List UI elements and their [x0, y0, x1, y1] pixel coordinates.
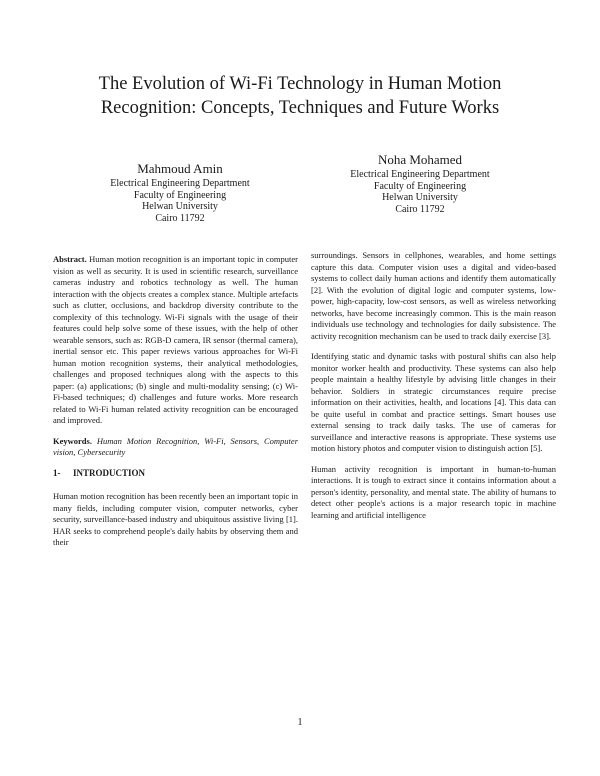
paper-title: The Evolution of Wi-Fi Technology in Human Motion Recognition: Concepts, Techniques and Future Works — [98, 74, 502, 118]
keywords — [53, 436, 298, 459]
author-city: Cairo 11792 — [395, 203, 445, 215]
keywords-text: Human Motion Recognition, Wi-Fi, Sensors, Computer vision, Cybersecurity — [53, 435, 298, 457]
author-block-2 — [330, 152, 510, 215]
abstract — [53, 254, 298, 427]
body-paragraph: Human activity recognition is important in human-to-human interactions. It is tough to extract since it contains information about a person's identity, personality, and mental state. The ability of humans to detect other people's actions is a major research topic in machine learning and artificial intelligence — [311, 463, 556, 520]
author-department: Electrical Engineering Department — [350, 169, 490, 180]
keywords-label: Keywords. — [53, 435, 92, 446]
abstract-text: Human motion recognition is an important topic in computer vision as well as security. It is used in scientific research, surveillance cameras industry and robotics technology as well. The human interaction with the objects creates a complex stance. Multiple artefacts such as clutter, occlusions, and backdrop diversity contribute to the complexity of this technology. Wi-Fi signals with the usage of their features could help solve some of these issues, with the help of other wearable sensors, such as: RGB-D camera, IR sensor (thermal camera), inertial sensor etc. This paper reviews various approaches for Wi-Fi human motion recognition systems, their analytical methodologies, challenges and proposed techniques along with the aspects to this paper: (a) applications; (b) single and multi-modality sensing; (c) Wi-Fi-based techniques; d) challenges and future works. More research related to Wi-Fi human related activity recognition can be encouraged and improved. — [53, 254, 298, 425]
right-column — [311, 250, 556, 530]
author-university: Helwan University — [142, 201, 218, 212]
author-faculty: Faculty of Engineering — [133, 189, 227, 201]
section-heading — [53, 468, 298, 480]
abstract-label: Abstract. — [53, 254, 87, 264]
author-block-1 — [90, 161, 270, 224]
intro-paragraph: Human motion recognition has been recently been an important topic in many fields, including computer vision, computer networks, cyber security, surveillance-based industry and ubiquitous assistive living [1]. HAR seeks to comprehend people's daily habits by observing them and their — [53, 491, 298, 547]
author-university: Helwan University — [382, 192, 458, 203]
body-paragraph: Identifying static and dynamic tasks with postural shifts can also help monitor worker health and productivity. These systems can also help people maintain a healthy lifestyle by advising little changes in their behavior. Soldiers in strategic circumstances require precise information on their activities, health, and locations [4]. This data can be quite useful in combat and practice settings. Smart houses use external sensing to track daily tasks. The use of cameras for surveillance and interactive reasons is appropriate. These systems use motion history photos and computer vision to distinguish action [5]. — [311, 351, 556, 453]
page-number: 1 — [297, 717, 303, 728]
section-number: 1- — [53, 467, 61, 478]
author-department: Electrical Engineering Department — [110, 178, 250, 189]
author-name: Mahmoud Amin — [137, 161, 223, 176]
author-name: Noha Mohamed — [377, 152, 463, 167]
left-column — [53, 254, 298, 558]
author-faculty: Faculty of Engineering — [373, 180, 467, 192]
author-city: Cairo 11792 — [155, 212, 205, 224]
section-title: INTRODUCTION — [73, 467, 146, 478]
body-paragraph: surroundings. Sensors in cellphones, wearables, and home settings capture this data. Computer vision uses a digital and video-based systems to collect daily human actions and identify them automatically [2]. With the evolution of digital logic and computer systems, low-power, high-capacity, low-cost sensors, as well as wireless networking networks, have become increasingly common. This is the main reason individuals use technology and technologies for daily subsistence. The activity recognition mechanism can be used to track daily exercise [3]. — [311, 250, 556, 341]
